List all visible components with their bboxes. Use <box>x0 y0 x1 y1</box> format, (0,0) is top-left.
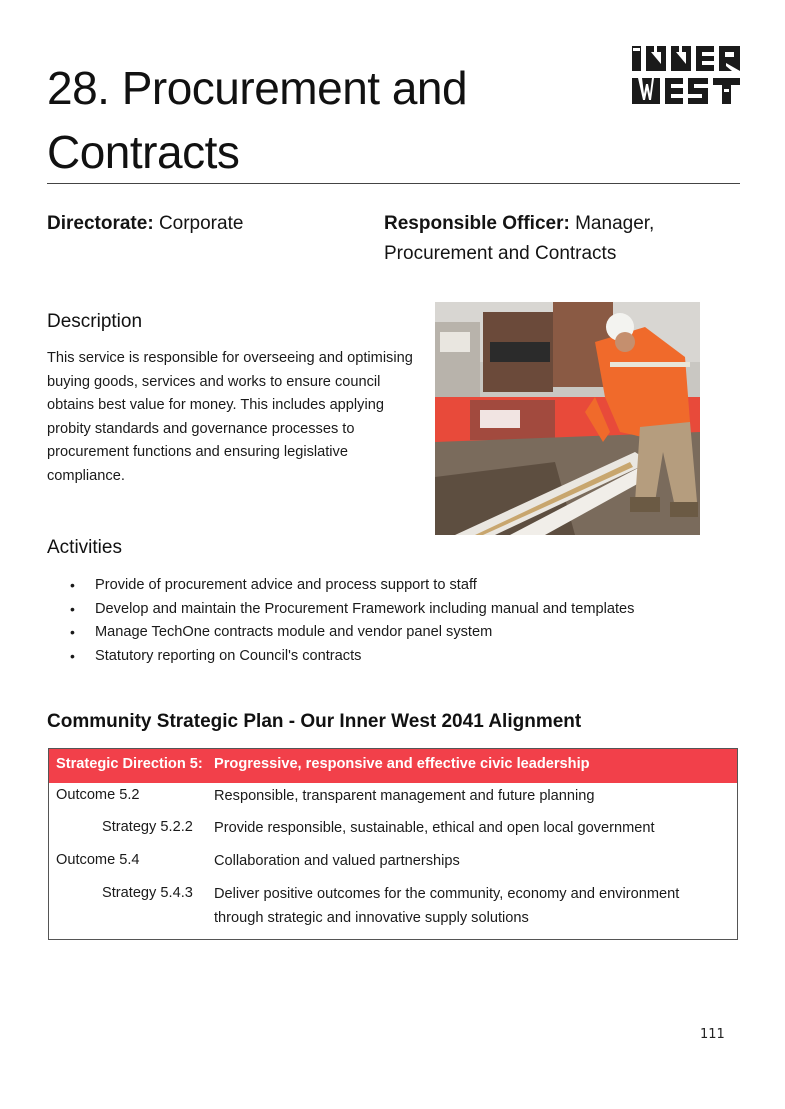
table-header <box>49 749 737 783</box>
worker-photo <box>435 302 700 535</box>
responsible-officer-value: Manager, Procurement and Contracts <box>384 213 655 264</box>
directorate-label: Directorate: <box>47 213 154 234</box>
description-heading: Description <box>47 311 143 332</box>
bullet-icon: • <box>70 600 75 617</box>
description-body: This service is responsible for overseeing and optimising buying goods, services and works to ensure council obtains best value for money. This includes applying probity standards and governance processes to procurement functions and ensuring legislative compliance. <box>47 350 413 484</box>
responsible-officer-label: Responsible Officer: <box>384 213 570 234</box>
page-number: 111 <box>700 1027 725 1042</box>
page-title: 28. Procurement and Contracts <box>47 62 468 178</box>
inner-west-logo <box>632 44 742 106</box>
table-row: Outcome 5.4 Collaboration and valued partnerships <box>56 852 460 869</box>
activities-list <box>47 574 634 668</box>
bullet-icon: • <box>70 624 75 641</box>
directorate <box>47 209 243 239</box>
table-row: Outcome 5.2 Responsible, transparent management and future planning <box>56 787 595 804</box>
list-item: • Provide of procurement advice and process support to staff <box>47 574 634 598</box>
bullet-icon: • <box>70 647 75 664</box>
table-row: Strategy 5.2.2 Provide responsible, sustainable, ethical and open local government <box>102 819 655 836</box>
strategic-direction-title: Progressive, responsive and effective civic leadership <box>214 756 590 772</box>
list-item: • Manage TechOne contracts module and vendor panel system <box>47 621 634 645</box>
directorate-value: Corporate <box>158 213 244 234</box>
list-item: • Develop and maintain the Procurement Framework including manual and templates <box>47 598 634 622</box>
list-item: • Statutory reporting on Council's contracts <box>47 645 634 669</box>
bullet-icon: • <box>70 577 75 593</box>
csp-alignment-table <box>48 748 738 940</box>
activities-heading: Activities <box>47 537 122 558</box>
responsible-officer <box>384 209 724 269</box>
strategic-direction-label: Strategic Direction 5: <box>56 756 203 772</box>
csp-heading: Community Strategic Plan - Our Inner West 2041 Alignment <box>47 711 582 732</box>
title-divider <box>47 183 740 184</box>
table-row: Strategy 5.4.3 Deliver positive outcomes for the community, economy and environment through strategic and innovative supply solutions <box>102 885 680 926</box>
